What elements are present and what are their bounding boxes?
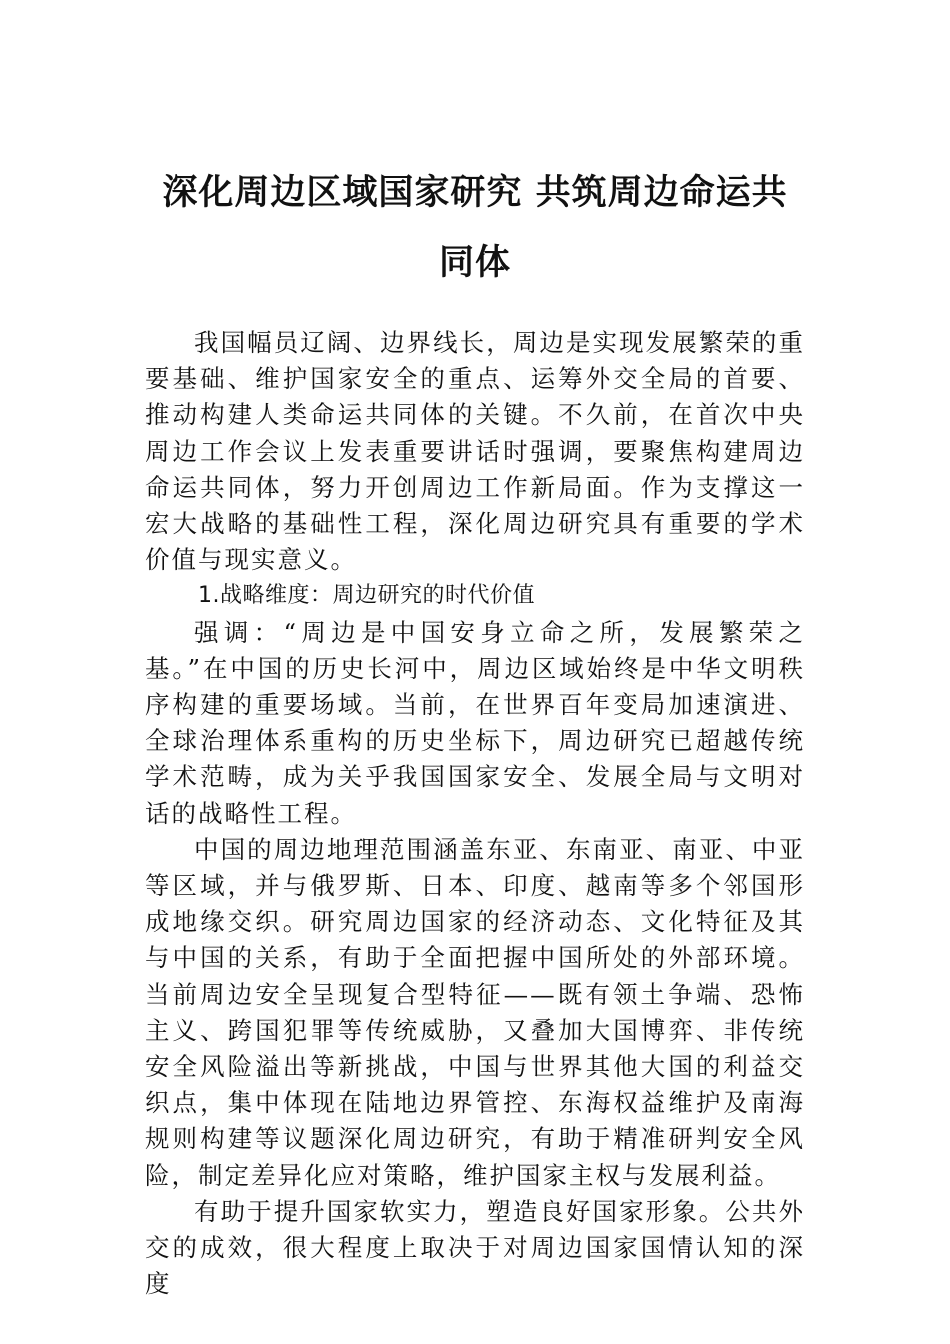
document-title: 深化周边区域国家研究 共筑周边命运共同体 xyxy=(162,173,788,283)
paragraph-geography: 中国的周边地理范围涵盖东亚、东南亚、南亚、中亚等区域，并与俄罗斯、日本、印度、越南等多个邻国形成地缘交织。研究周边国家的经济动态、文化特征及其与中国的关系，有助于全面把握中国所处的外部环境。当前周边安全呈现复合型特征——既有领土争端、恐怖主义、跨国犯罪等传统威胁，又叠加大国博弈、非传统安全风险溢出等新挑战，中国与世界其他大国的利益交织点，集中体现在陆地边界管控、东海权益维护及南海规则构建等议题深化周边研究，有助于精准研判安全风险，制定差异化应对策略，维护国家主权与发展利益。 xyxy=(145,834,805,1190)
paragraph-strategic: 强调：“周边是中国安身立命之所，发展繁荣之基。”在中国的历史长河中，周边区域始终是中华文明秩序构建的重要场域。当前，在世界百年变局加速演进、全球治理体系重构的历史坐标下，周边研究已超越传统学术范畴，成为关乎我国国家安全、发展全局与文明对话的战略性工程。 xyxy=(145,617,805,828)
section-heading: 1.战略维度：周边研究的时代价值 xyxy=(198,583,535,609)
paragraph-intro: 我国幅员辽阔、边界线长，周边是实现发展繁荣的重要基础、维护国家安全的重点、运筹外交全局的首要、推动构建人类命运共同体的关键。不久前，在首次中央周边工作会议上发表重要讲话时强调，要聚焦构建周边命运共同体，努力开创周边工作新局面。作为支撑这一宏大战略的基础性工程，深化周边研究具有重要的学术价值与现实意义。 xyxy=(145,328,805,575)
paragraph-soft-power: 有助于提升国家软实力，塑造良好国家形象。公共外交的成效，很大程度上取决于对周边国家国情认知的深度 xyxy=(145,1196,805,1299)
document-body xyxy=(145,325,805,1302)
